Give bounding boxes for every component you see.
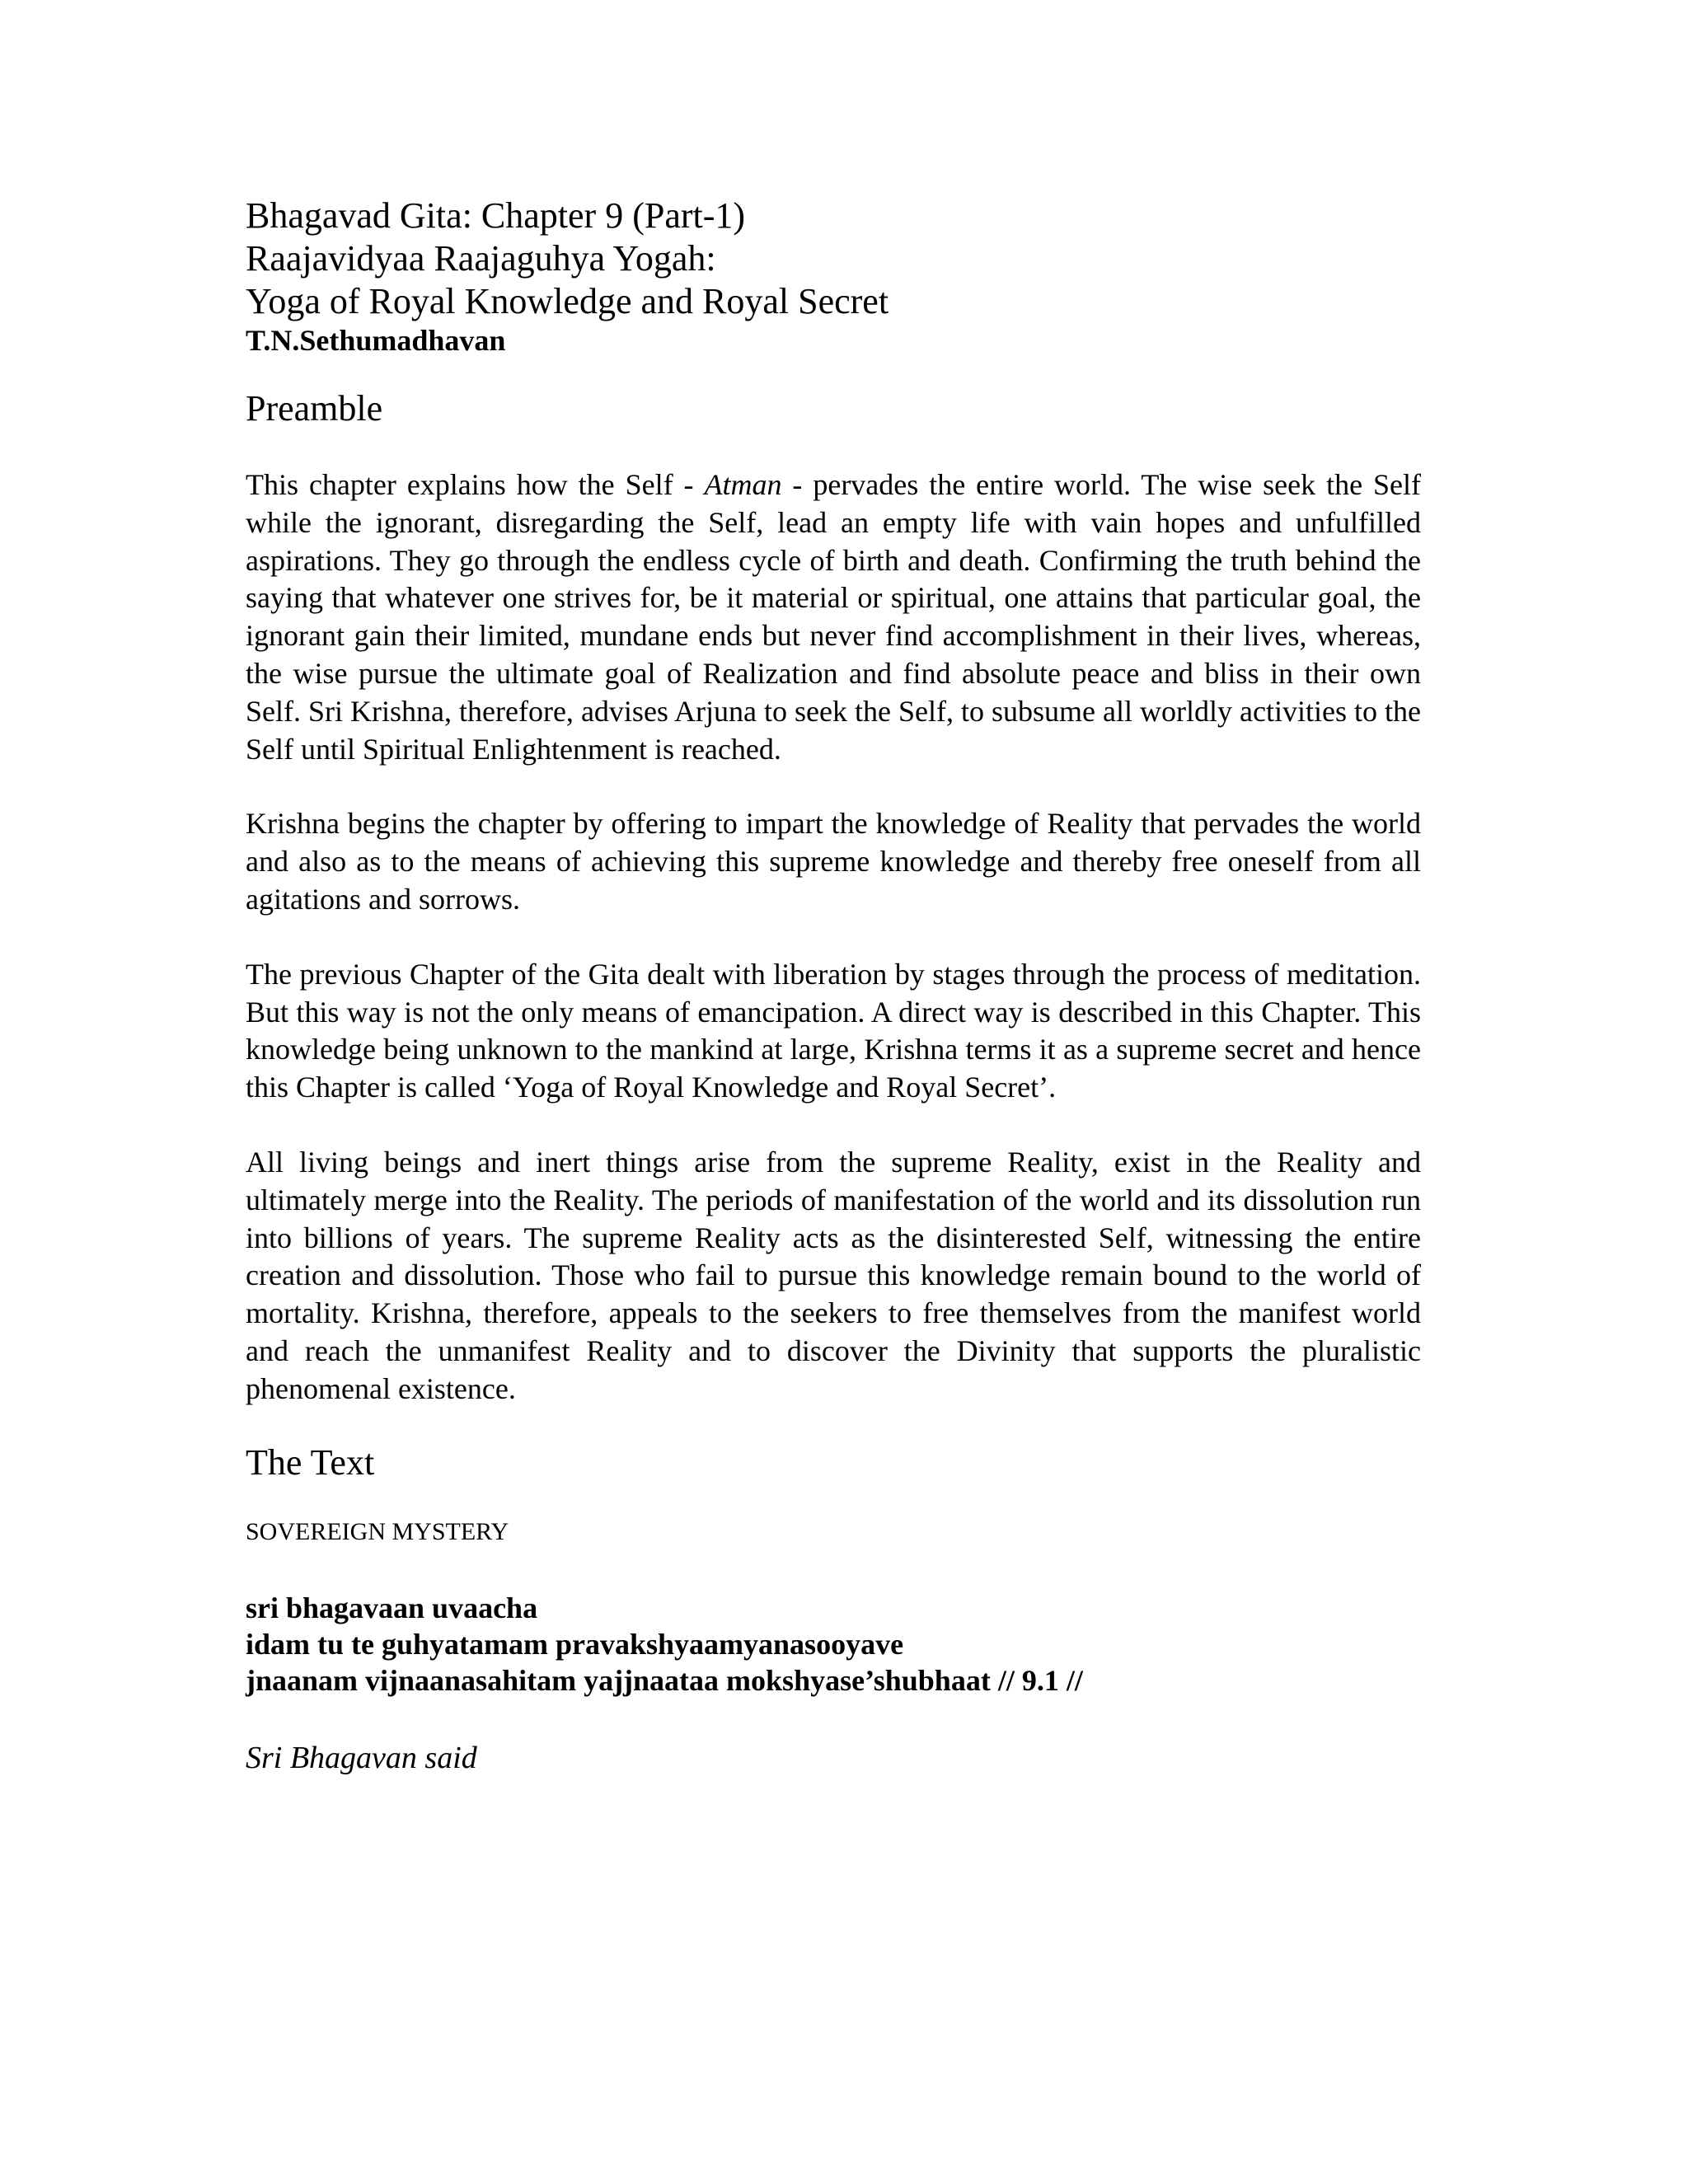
verse-translation: Sri Bhagavan said xyxy=(246,1740,477,1775)
verse-block xyxy=(246,1590,1421,1699)
preamble-paragraph-4: All living beings and inert things arise from the supreme Reality, exist in the Reality and ultimately merge into the Reality. The periods of manifestation of the world and its dissolution run into billions of years. The supreme Reality acts as the disinterested Self, witnessing the entire creation and dissolution. Those who fail to pursue this knowledge remain bound to the world of mortality. Krishna, therefore, appeals to the seekers to free themselves from the manifest world and reach the unmanifest Reality and to discover the Divinity that supports the pluralistic phenomenal existence. xyxy=(246,1145,1421,1405)
document-title-line-1: Bhagavad Gita: Chapter 9 (Part-1) xyxy=(246,195,746,236)
verse-line: jnaanam vijnaanasahitam yajjnaataa mokshyase’shubhaat // 9.1 // xyxy=(246,1663,1083,1697)
document-title-line-2: Raajavidyaa Raajaguhya Yogah: xyxy=(246,238,716,279)
author-name: T.N.Sethumadhavan xyxy=(246,324,506,357)
section-label: SOVEREIGN MYSTERY xyxy=(246,1517,509,1545)
preamble-paragraph-2: Krishna begins the chapter by offering to impart the knowledge of Reality that pervades the world and also as to the means of achieving this supreme knowledge and thereby free oneself from all agitations and sorrows. xyxy=(246,807,1421,916)
preamble-p1-start: This chapter explains how the Self - xyxy=(246,468,705,501)
preamble-p1-emphasis: Atman xyxy=(704,468,782,501)
preamble-paragraph-1 xyxy=(246,466,1421,768)
document-title-line-3: Yoga of Royal Knowledge and Royal Secret xyxy=(246,281,889,321)
preamble-p1-end: - pervades the entire world. The wise seek the Self while the ignorant, disregarding the Self, lead an empty life with vain hopes and unfulfilled aspirations. They go through the endless cycle of birth and death. Confirming the truth behind the saying that whatever one strives for, be it material or spiritual, one attains that particular goal, the ignorant gain their limited, mundane ends but never find accomplishment in their lives, whereas, the wise pursue the ultimate goal of Realization and find absolute peace and bliss in their own Self. Sri Krishna, therefore, advises Arjuna to seek the Self, to subsume all worldly activities to the Self until Spiritual Enlightenment is reached. xyxy=(246,468,1421,766)
text-heading: The Text xyxy=(246,1441,375,1483)
preamble-paragraph-3: The previous Chapter of the Gita dealt with liberation by stages through the process of meditation. But this way is not the only means of emancipation. A direct way is described in this Chapter. This knowledge being unknown to the mankind at large, Krishna terms it as a supreme secret and hence this Chapter is called ‘Yoga of Royal Knowledge and Royal Secret’. xyxy=(246,957,1421,1104)
preamble-heading: Preamble xyxy=(246,388,383,429)
verse-line: idam tu te guhyatamam pravakshyaamyanasooyave xyxy=(246,1627,904,1661)
verse-line: sri bhagavaan uvaacha xyxy=(246,1591,538,1624)
document-page xyxy=(246,194,1421,1776)
